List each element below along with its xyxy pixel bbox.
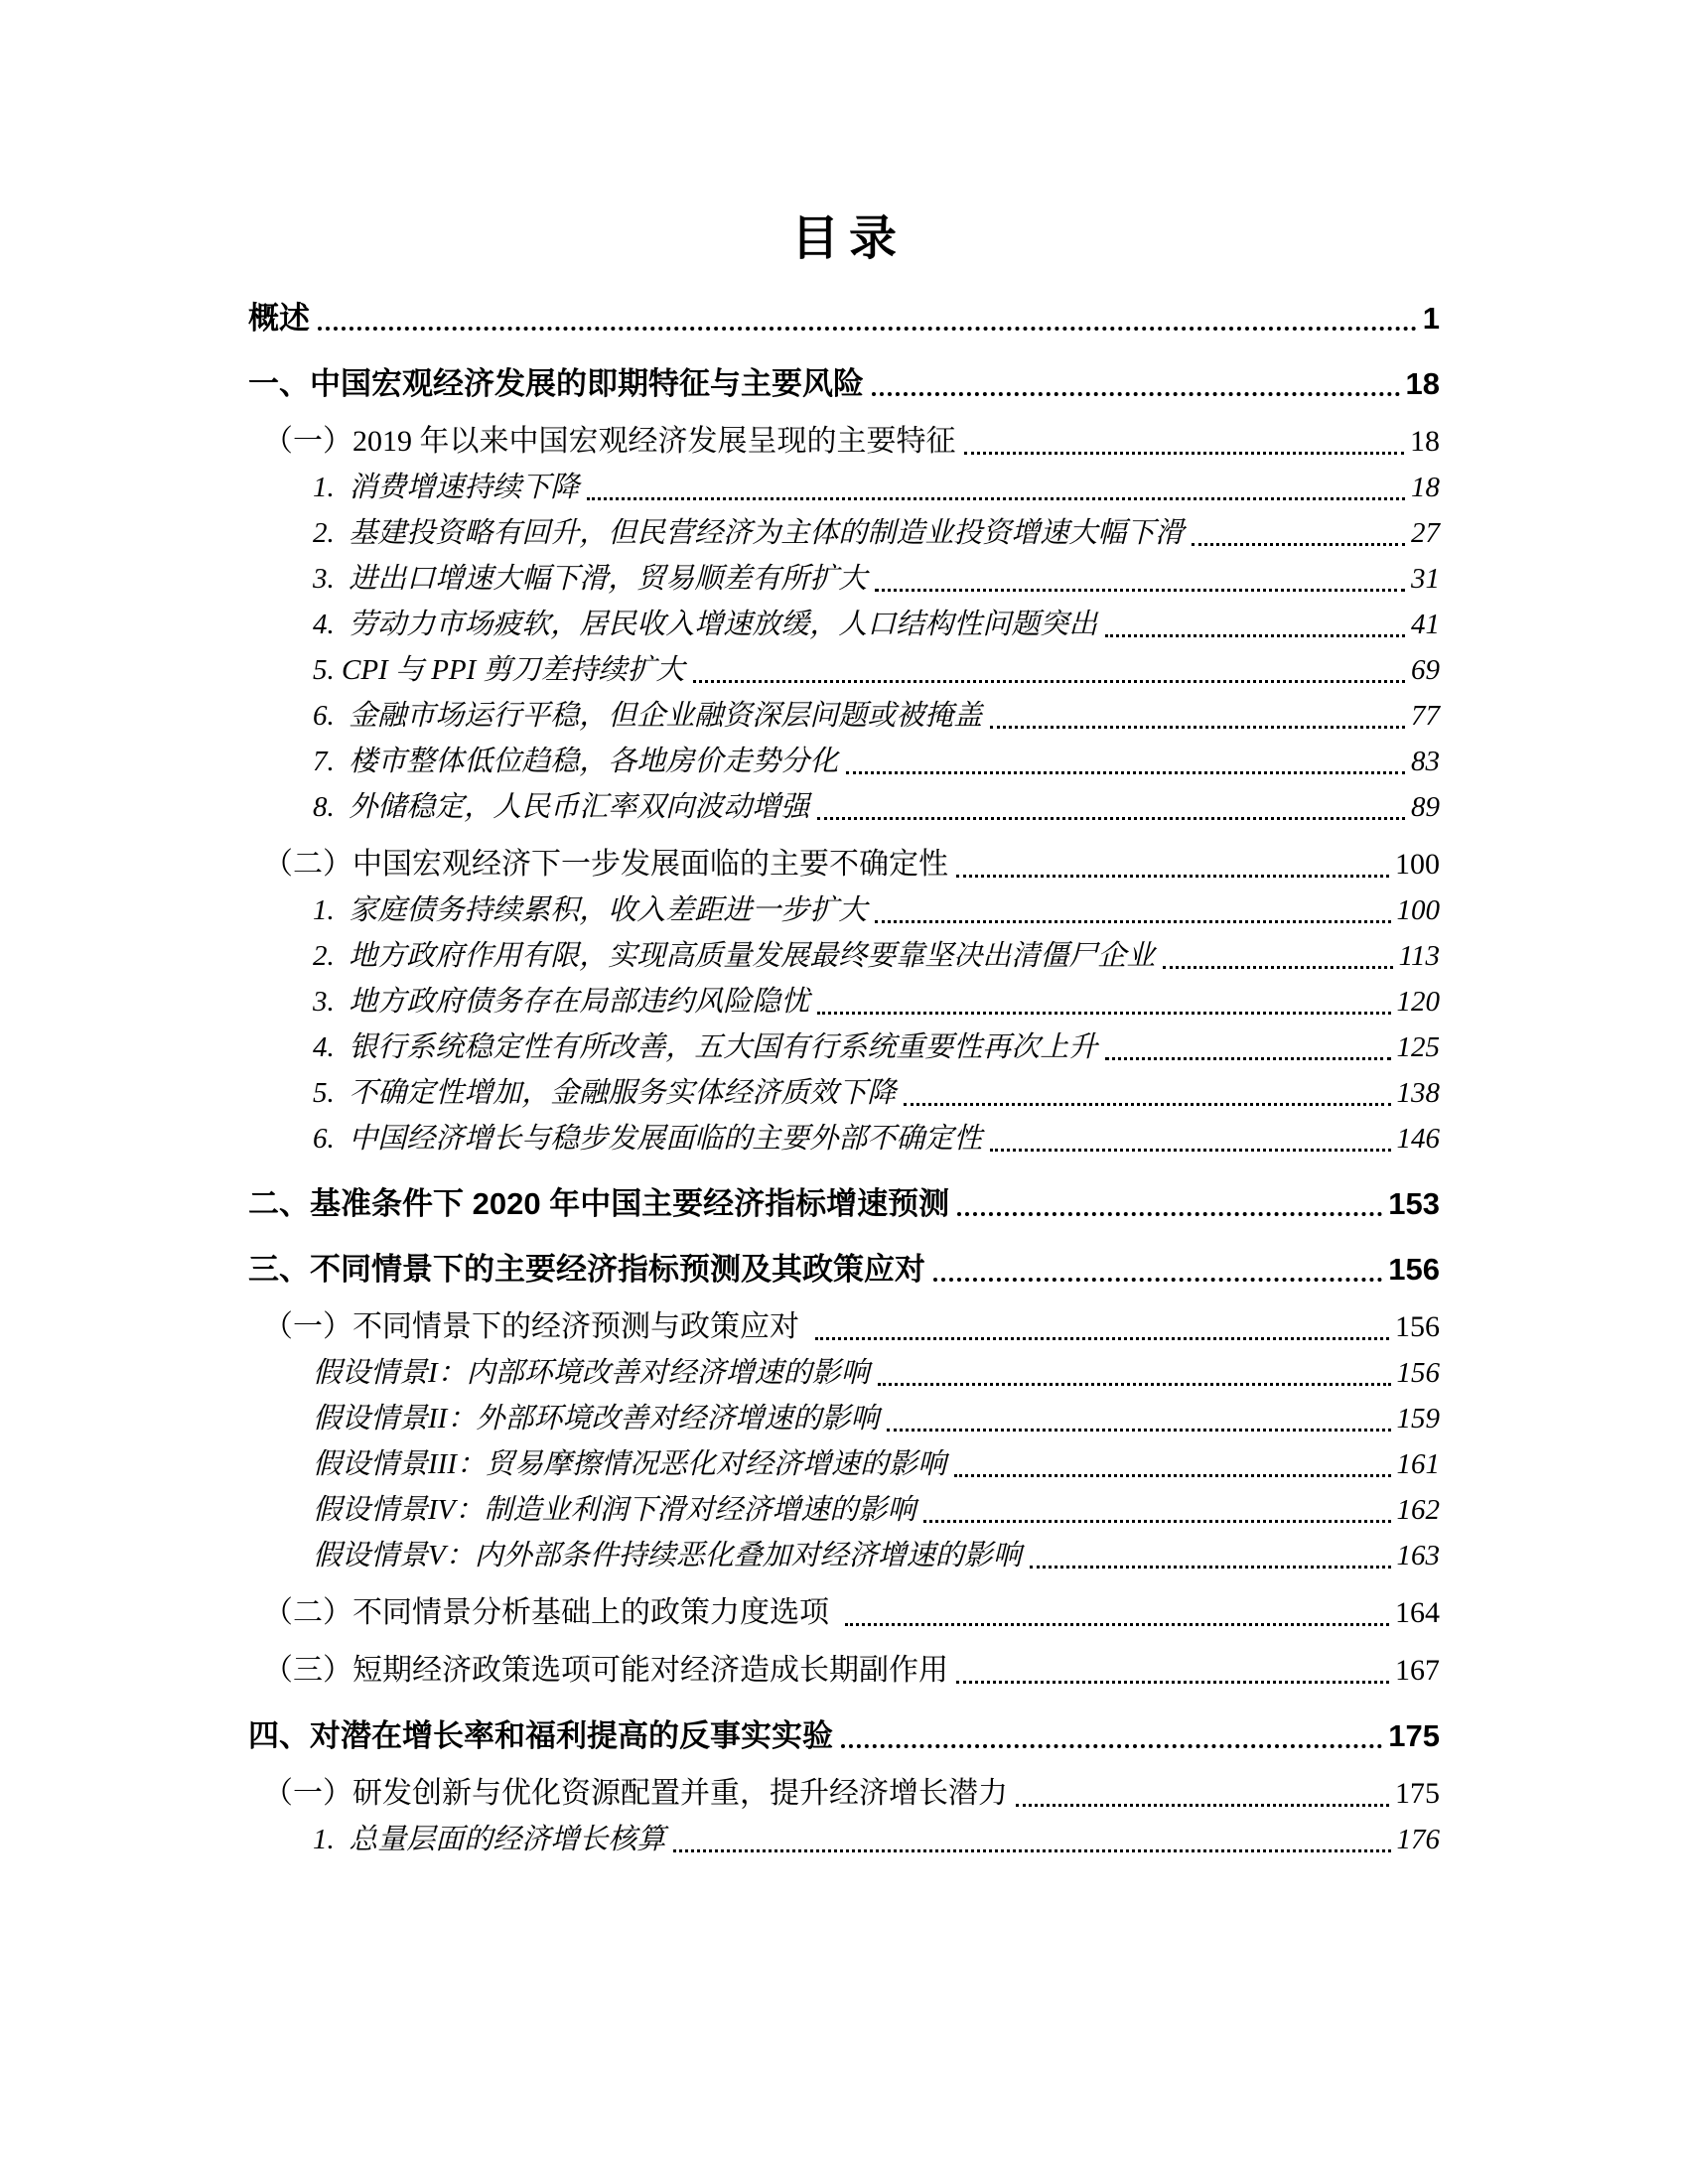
dot-leader <box>990 726 1405 729</box>
toc-entry[interactable] <box>248 1396 1440 1441</box>
toc-entry-label: 3. 地方政府债务存在局部违约风险隐忧 <box>313 986 810 1018</box>
dot-leader <box>878 1383 1391 1386</box>
dot-leader <box>872 392 1400 396</box>
toc-entry-page: 18 <box>1405 366 1440 401</box>
dot-leader <box>957 1212 1382 1216</box>
page-title: 目录 <box>790 212 907 265</box>
dot-leader <box>875 589 1405 592</box>
toc-entry[interactable] <box>248 361 1440 407</box>
dot-leader <box>964 452 1405 455</box>
dot-leader <box>1163 966 1392 969</box>
dot-leader <box>956 1681 1389 1684</box>
toc-entry-label: 1. 消费增速持续下降 <box>313 472 580 503</box>
toc-entry[interactable] <box>248 465 1440 510</box>
toc-entry-label: 假设情景III：贸易摩擦情况恶化对经济增速的影响 <box>313 1448 946 1480</box>
dot-leader <box>887 1429 1390 1432</box>
toc-entry[interactable] <box>248 933 1440 979</box>
dot-leader <box>815 1337 1390 1340</box>
toc-entry[interactable] <box>248 1441 1440 1487</box>
toc-entry-page: 161 <box>1396 1448 1440 1480</box>
dot-leader <box>1105 1057 1390 1060</box>
dot-leader <box>318 327 1417 331</box>
toc-entry-label: 假设情景IV：制造业利润下滑对经济增速的影响 <box>313 1494 916 1526</box>
toc-entry[interactable] <box>248 1304 1440 1350</box>
toc-entry[interactable] <box>248 1487 1440 1533</box>
toc-entry-page: 83 <box>1411 746 1440 777</box>
toc-entry-label: （三）短期经济政策选项可能对经济造成长期副作用 <box>263 1654 948 1687</box>
toc-entry[interactable] <box>248 1533 1440 1578</box>
dot-leader <box>817 817 1405 820</box>
toc-entry-label: 假设情景I：内部环境改善对经济增速的影响 <box>313 1357 870 1389</box>
toc-entry-page: 162 <box>1396 1494 1440 1526</box>
dot-leader <box>841 1744 1382 1748</box>
toc-entry-page: 156 <box>1396 1357 1440 1389</box>
toc-entry[interactable] <box>248 510 1440 556</box>
toc-entry-label: 一、中国宏观经济发展的即期特征与主要风险 <box>248 366 864 401</box>
toc-entry-label: 2. 基建投资略有回升，但民营经济为主体的制造业投资增速大幅下滑 <box>313 517 1185 549</box>
toc-entry-page: 146 <box>1396 1123 1440 1155</box>
toc-entry-page: 41 <box>1411 609 1440 640</box>
toc-entry-page: 153 <box>1388 1186 1440 1221</box>
toc-entry-page: 138 <box>1396 1077 1440 1109</box>
dot-leader <box>954 1474 1391 1477</box>
toc-entry-page: 176 <box>1396 1824 1440 1855</box>
toc-entry-page: 100 <box>1395 848 1440 881</box>
dot-leader <box>846 771 1405 774</box>
toc-entry-page: 113 <box>1398 940 1440 972</box>
toc-entry-page: 175 <box>1395 1777 1440 1810</box>
toc-entry-label: 1. 总量层面的经济增长核算 <box>313 1824 666 1855</box>
toc-entry[interactable] <box>248 979 1440 1024</box>
dot-leader <box>1192 543 1405 546</box>
toc-entry-page: 163 <box>1396 1540 1440 1571</box>
toc-entry[interactable] <box>248 602 1440 647</box>
toc-entry-page: 18 <box>1410 425 1440 458</box>
toc-entry-page: 77 <box>1411 700 1440 732</box>
toc-entry[interactable] <box>248 1350 1440 1396</box>
toc-entry-page: 167 <box>1395 1654 1440 1687</box>
toc-entry[interactable] <box>248 1771 1440 1817</box>
toc-entry-label: 假设情景II：外部环境改善对经济增速的影响 <box>313 1403 880 1434</box>
toc-entry-label: （二）不同情景分析基础上的政策力度选项 <box>263 1596 837 1629</box>
dot-leader <box>923 1520 1390 1523</box>
toc-entry-page: 89 <box>1411 791 1440 823</box>
dot-leader <box>693 680 1405 683</box>
toc-entry[interactable] <box>248 693 1440 739</box>
toc-entry-page: 69 <box>1411 654 1440 686</box>
toc-entry-page: 156 <box>1388 1252 1440 1287</box>
toc-entry-label: 3. 进出口增速大幅下滑，贸易顺差有所扩大 <box>313 563 868 595</box>
toc-entry[interactable] <box>248 842 1440 887</box>
toc-entry-page: 156 <box>1395 1310 1440 1343</box>
toc-entry[interactable] <box>248 1024 1440 1070</box>
toc-entry-label: 5. 不确定性增加，金融服务实体经济质效下降 <box>313 1077 897 1109</box>
toc-entry-label: 5. CPI 与 PPI 剪刀差持续扩大 <box>313 654 685 686</box>
dot-leader <box>904 1103 1390 1106</box>
toc-entry[interactable] <box>248 1247 1440 1293</box>
dot-leader <box>875 920 1390 923</box>
toc-entry-page: 164 <box>1395 1596 1440 1629</box>
toc-entry[interactable] <box>248 784 1440 830</box>
dot-leader <box>673 1849 1390 1852</box>
toc-entry-page: 100 <box>1396 894 1440 926</box>
toc-list <box>248 296 1440 1862</box>
toc-entry-label: 三、不同情景下的主要经济指标预测及其政策应对 <box>248 1252 925 1287</box>
toc-entry[interactable] <box>248 739 1440 784</box>
toc-entry-label: 7. 楼市整体低位趋稳，各地房价走势分化 <box>313 746 839 777</box>
dot-leader <box>1105 634 1405 637</box>
toc-entry[interactable] <box>248 419 1440 465</box>
toc-entry[interactable] <box>248 1181 1440 1227</box>
toc-entry-page: 159 <box>1396 1403 1440 1434</box>
toc-entry-label: （一）2019 年以来中国宏观经济发展呈现的主要特征 <box>263 425 956 458</box>
dot-leader <box>587 497 1405 500</box>
toc-entry[interactable] <box>248 1116 1440 1161</box>
dot-leader <box>956 875 1389 878</box>
toc-entry-label: 8. 外储稳定，人民币汇率双向波动增强 <box>313 791 810 823</box>
toc-entry-label: 2. 地方政府作用有限，实现高质量发展最终要靠坚决出清僵尸企业 <box>313 940 1156 972</box>
toc-entry[interactable] <box>248 647 1440 693</box>
toc-entry-label: 4. 劳动力市场疲软，居民收入增速放缓，人口结构性问题突出 <box>313 609 1098 640</box>
dot-leader <box>845 1623 1390 1626</box>
toc-entry[interactable] <box>248 1590 1440 1636</box>
toc-entry-label: 四、对潜在增长率和福利提高的反事实实验 <box>248 1718 833 1753</box>
toc-entry-label: 概述 <box>248 301 310 336</box>
toc-entry[interactable] <box>248 887 1440 933</box>
dot-leader <box>990 1149 1390 1152</box>
toc-entry-label: 二、基准条件下 2020 年中国主要经济指标增速预测 <box>248 1186 950 1221</box>
toc-entry-label: 假设情景V：内外部条件持续恶化叠加对经济增速的影响 <box>313 1540 1022 1571</box>
dot-leader <box>933 1278 1382 1282</box>
toc-entry[interactable] <box>248 1713 1440 1759</box>
dot-leader <box>817 1012 1390 1015</box>
toc-entry-label: 6. 金融市场运行平稳，但企业融资深层问题或被掩盖 <box>313 700 983 732</box>
toc-entry-page: 175 <box>1388 1718 1440 1753</box>
toc-entry-label: 6. 中国经济增长与稳步发展面临的主要外部不确定性 <box>313 1123 983 1155</box>
toc-entry-label: （一）研发创新与优化资源配置并重，提升经济增长潜力 <box>263 1777 1008 1810</box>
toc-entry-label: （二）中国宏观经济下一步发展面临的主要不确定性 <box>263 848 948 881</box>
toc-entry-label: 1. 家庭债务持续累积，收入差距进一步扩大 <box>313 894 868 926</box>
toc-entry[interactable] <box>248 1817 1440 1862</box>
toc-entry[interactable] <box>248 1648 1440 1694</box>
toc-entry[interactable] <box>248 556 1440 602</box>
toc-entry-page: 18 <box>1411 472 1440 503</box>
toc-entry-page: 120 <box>1396 986 1440 1018</box>
toc-entry-page: 31 <box>1411 563 1440 595</box>
dot-leader <box>1016 1804 1389 1807</box>
dot-leader <box>1030 1566 1391 1569</box>
toc-entry[interactable] <box>248 296 1440 341</box>
toc-entry-label: 4. 银行系统稳定性有所改善，五大国有行系统重要性再次上升 <box>313 1031 1098 1063</box>
toc-entry-page: 27 <box>1411 517 1440 549</box>
toc-entry-label: （一）不同情景下的经济预测与政策应对 <box>263 1310 807 1343</box>
toc-entry[interactable] <box>248 1070 1440 1116</box>
toc-content <box>248 210 1440 1862</box>
toc-entry-page: 1 <box>1422 301 1440 336</box>
toc-entry-page: 125 <box>1396 1031 1440 1063</box>
